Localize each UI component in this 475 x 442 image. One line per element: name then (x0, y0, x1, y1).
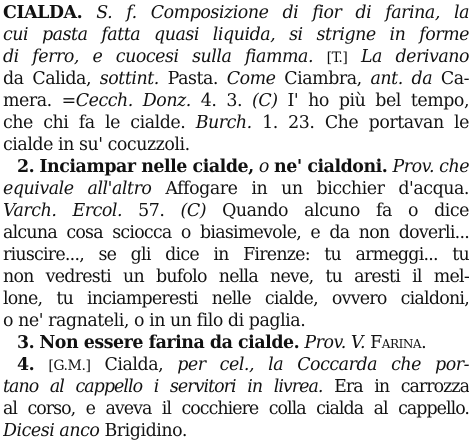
proverb-label: Prov. V. (304, 333, 366, 353)
citation-text: I' ho più bel tempo, (287, 91, 469, 111)
connector: o (258, 157, 269, 177)
comparison-term: Ca- (440, 69, 469, 89)
citation-text: che chi fa le cialde. (3, 113, 186, 133)
definition-text: tano al cappello i servitori in livrea. (3, 377, 323, 397)
note-label: Dicesi anco (3, 421, 100, 441)
entry-line-4 (3, 68, 469, 90)
sense-2-line-1 (3, 156, 469, 178)
citation-text: 1. 23. Che portavan le (262, 113, 469, 133)
definition-text: equivale all'altro (3, 179, 152, 199)
example-text: Era in carrozza (334, 377, 469, 397)
sense-2-line-7: lone, tu inciamperesti nelle cialde, ovvero cialdoni, (3, 289, 469, 309)
etymology-text: La derivano (360, 47, 469, 67)
sense-number: 4. (17, 355, 35, 375)
sense-4-line-2 (3, 376, 469, 398)
example-text: al corso, e aveva il cocchiere colla cialda al (3, 399, 388, 419)
citation-source: Burch. (195, 113, 252, 133)
sense-4-line-4 (3, 420, 469, 442)
definition-text: Affogare in un bicchier d'acqua. (165, 179, 469, 199)
entry-line-6 (3, 112, 469, 134)
etymology-text: Pasta. (167, 69, 218, 89)
variant-term: Brigidino. (104, 421, 187, 441)
sense-headword: Non essere farina da cialde. (39, 333, 300, 353)
entry-line-7: cialde in su' cocuzzoli. (3, 135, 190, 155)
proverb-label: Prov. che (392, 157, 469, 177)
abbreviation: ant. da (370, 69, 433, 89)
sense-headword: ne' cialdoni. (274, 157, 388, 177)
etymology-text: da Calida, (3, 69, 92, 89)
cross-reference: Farina. (370, 333, 427, 353)
citation-text: Quando alcuno fa o dice (222, 201, 469, 221)
editor-tag: [T.] (326, 50, 348, 66)
etymology-text: mera. = (3, 91, 76, 111)
citation-ref: 57. (138, 201, 165, 221)
entry-line-2: cui pasta fatta quasi liquida, si strigne in forme (3, 25, 469, 45)
sense-2-line-6: non vedresti un bufolo nella neve, tu aresti il mel- (3, 267, 469, 287)
sense-number: 2. (17, 157, 35, 177)
sense-2-line-8: o ne' ragnateli, o in un filo di paglia. (3, 311, 306, 331)
sense-headword: Cialda, (104, 355, 164, 375)
comparison-word: Come (226, 69, 276, 89)
example-text: cappello. (398, 399, 469, 419)
entry-line-3 (3, 46, 469, 68)
abbreviation: sottint. (99, 69, 159, 89)
citation-source: Varch. Ercol. (3, 201, 123, 221)
dictionary-entry (3, 2, 469, 442)
entry-line-1 (3, 2, 469, 24)
grammar-label: S. f. (96, 3, 137, 23)
sense-3-line-1 (3, 332, 469, 354)
definition-text: di ferro, e cuocesi sulla fiamma. (3, 47, 314, 67)
entry-line-5 (3, 90, 469, 112)
sense-2-line-2 (3, 178, 469, 200)
sense-2-line-5: riuscire..., se gli dice in Firenze: tu armeggi... tu (3, 245, 469, 265)
editor-tag: [G.M.] (48, 358, 91, 374)
sense-number: 3. (17, 333, 35, 353)
sense-2-line-4: alcuna cosa sciocca o biasimevole, e da non doverli... (3, 223, 469, 243)
source-marker: (C) (180, 201, 207, 221)
source-marker: (C) (252, 91, 278, 111)
citation-ref: 4. 3. (200, 91, 243, 111)
citation-source: Cecch. Donz. (75, 91, 191, 111)
sense-2-line-3 (3, 200, 469, 222)
headword: CIALDA. (3, 3, 83, 23)
comparison-term: Ciambra, (284, 69, 362, 89)
sense-headword: Inciampar nelle cialde, (39, 157, 254, 177)
definition-text: Composizione di fior di farina, la (150, 3, 469, 23)
sense-4-line-1 (3, 354, 469, 376)
sense-4-line-3 (3, 398, 469, 420)
definition-text: per cel., la Coccarda che por- (177, 355, 469, 375)
